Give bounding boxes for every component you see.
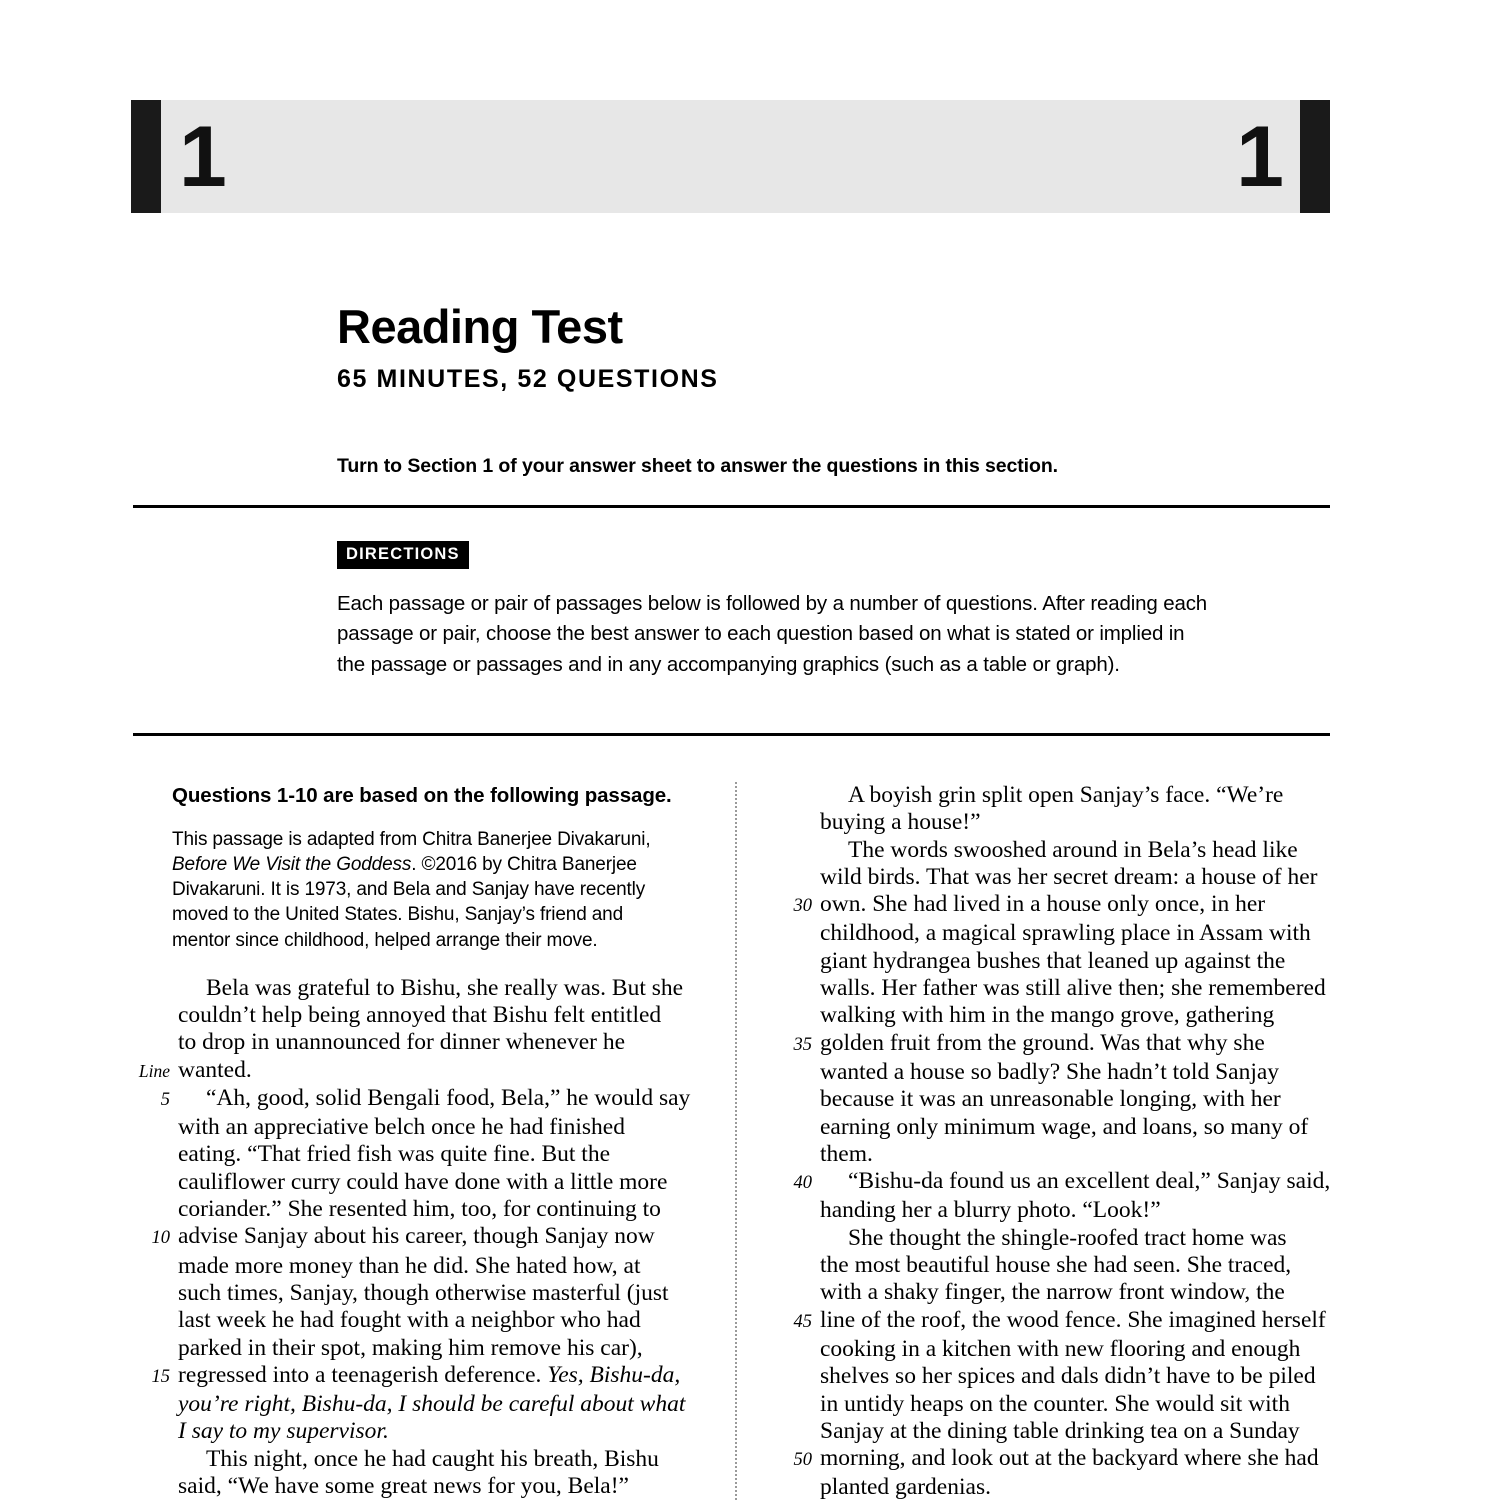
passage-line-text: parked in their spot, making him remove his car), bbox=[178, 1334, 643, 1361]
passage-source-blurb bbox=[172, 827, 682, 952]
line-number: 30 bbox=[793, 896, 812, 917]
passage-line bbox=[772, 1418, 1342, 1445]
passage-line-text: She thought the shingle-roofed tract home was bbox=[848, 1224, 1287, 1251]
passage-line bbox=[772, 1474, 1342, 1501]
passage-line-text: “Bishu-da found us an excellent deal,” Sanjay said, bbox=[848, 1168, 1331, 1195]
passage-column-left bbox=[133, 782, 703, 1500]
passage-line-text: with an appreciative belch once he had finished bbox=[178, 1114, 625, 1141]
passage-line bbox=[133, 1169, 703, 1196]
passage-line-text: This night, once he had caught his breath, Bishu bbox=[206, 1445, 659, 1472]
passage-line bbox=[133, 1418, 703, 1445]
passage-line-text: couldn’t help being annoyed that Bishu felt entitled bbox=[178, 1001, 662, 1028]
passage-line bbox=[133, 1362, 703, 1391]
passage-line-text: earning only minimum wage, and loans, so many of bbox=[820, 1113, 1309, 1140]
header-bar-left bbox=[131, 100, 161, 213]
passage-line-text: cauliflower curry could have done with a little more bbox=[178, 1168, 668, 1195]
passage-line-text: A boyish grin split open Sanjay’s face. “We’re bbox=[848, 782, 1284, 808]
passage-italic-text: I say to my supervisor. bbox=[178, 1418, 389, 1445]
passage-line bbox=[772, 837, 1342, 864]
passage-line bbox=[772, 864, 1342, 891]
passage-line bbox=[772, 1336, 1342, 1363]
passage-line-text: wild birds. That was her secret dream: a house of her bbox=[820, 863, 1318, 890]
passage-line-text: last week he had fought with a neighbor who had bbox=[178, 1307, 641, 1334]
passage-line-text bbox=[178, 1418, 703, 1445]
passage-line bbox=[772, 975, 1342, 1002]
line-number: 15 bbox=[151, 1366, 170, 1387]
passage-line-text: to drop in unannounced for dinner whenever he bbox=[178, 1029, 626, 1056]
passage-line bbox=[772, 1391, 1342, 1418]
passage-line-text: made more money than he did. She hated how, at bbox=[178, 1252, 641, 1279]
passage-line-text: Sanjay at the dining table drinking tea on a Sunday bbox=[820, 1417, 1300, 1444]
passage-line-text: wanted a house so badly? She hadn’t told Sanjay bbox=[820, 1058, 1280, 1085]
passage-line-text: golden fruit from the ground. Was that why she bbox=[820, 1029, 1265, 1056]
passage-line bbox=[772, 891, 1342, 920]
passage-line-text: own. She had lived in a house only once, in her bbox=[820, 891, 1266, 918]
passage-line bbox=[133, 1335, 703, 1362]
blurb-part-2: . ©2016 by Chitra Banerjee Divakaruni. It is 1973, and Bela and Sanjay have recently moved to the United States. Bishu, Sanjay’s friend and mentor since childhood, helped arrange their move. bbox=[172, 854, 646, 951]
passage-line bbox=[772, 1363, 1342, 1390]
divider-rule-top bbox=[133, 505, 1330, 508]
passage-line-text: advise Sanjay about his career, though Sanjay now bbox=[178, 1223, 655, 1250]
passage-line bbox=[133, 1446, 703, 1473]
passage-line bbox=[133, 1141, 703, 1168]
passage-line-text: morning, and look out at the backyard where she had bbox=[820, 1445, 1319, 1472]
passage-line-text: giant hydrangea bushes that leaned up against the bbox=[820, 947, 1286, 974]
passage-line-text: them. bbox=[820, 1140, 873, 1167]
section-header bbox=[131, 100, 1330, 213]
passage-line-text: wanted. bbox=[178, 1056, 252, 1083]
passage-italic-text: you’re right, Bishu-da, I should be careful about what bbox=[178, 1391, 686, 1418]
passage-line bbox=[772, 809, 1342, 836]
passage-line bbox=[133, 1002, 703, 1029]
line-number: 10 bbox=[151, 1228, 170, 1249]
line-number: 50 bbox=[793, 1450, 812, 1471]
passage-line bbox=[133, 1307, 703, 1334]
passage-line bbox=[772, 1307, 1342, 1336]
passage-line bbox=[772, 1086, 1342, 1113]
page-title: Reading Test bbox=[337, 300, 623, 353]
passage-line-text: line of the roof, the wood fence. She imagined herself bbox=[820, 1306, 1326, 1333]
line-label: Line bbox=[138, 1060, 170, 1081]
header-bar-right bbox=[1300, 100, 1330, 213]
header-band bbox=[161, 100, 1300, 213]
passage-line bbox=[133, 1223, 703, 1252]
passage-line-text: in untidy heaps on the counter. She would sit with bbox=[820, 1390, 1290, 1417]
passage-line-text: The words swooshed around in Bela’s head like bbox=[848, 836, 1298, 863]
passage-line-text: Bela was grateful to Bishu, she really was. But she bbox=[206, 974, 684, 1001]
divider-rule-bottom bbox=[133, 733, 1330, 736]
passage-line bbox=[772, 948, 1342, 975]
passage-line bbox=[133, 975, 703, 1002]
passage-line bbox=[133, 1114, 703, 1141]
passage-line-text: walls. Her father was still alive then; she remembered bbox=[820, 975, 1326, 1002]
passage-line bbox=[772, 1197, 1342, 1224]
passage-line bbox=[133, 1280, 703, 1307]
column-divider bbox=[735, 782, 737, 1500]
section-number-left: 1 bbox=[179, 108, 225, 205]
passage-line bbox=[772, 1030, 1342, 1059]
test-duration-subtitle: 65 MINUTES, 52 QUESTIONS bbox=[337, 365, 719, 394]
passage-line-text: such times, Sanjay, though otherwise masterful (just bbox=[178, 1279, 669, 1306]
passage-column-right bbox=[772, 782, 1342, 1502]
passage-line-text: because it was an unreasonable longing, with her bbox=[820, 1086, 1281, 1113]
passage-line bbox=[772, 1114, 1342, 1141]
passage-line bbox=[133, 1029, 703, 1056]
passage-line bbox=[772, 920, 1342, 947]
passage-line bbox=[772, 1279, 1342, 1306]
passage-line bbox=[772, 782, 1342, 809]
passage-line-text: regressed into a teenagerish deference. Yes, Bishu-da, bbox=[178, 1361, 681, 1388]
passage-lines-left bbox=[133, 975, 703, 1501]
section-number-right: 1 bbox=[1236, 108, 1282, 205]
line-number: 45 bbox=[793, 1311, 812, 1332]
passage-line-text: “Ah, good, solid Bengali food, Bela,” he would say bbox=[206, 1084, 691, 1111]
passage-line-text: buying a house!” bbox=[820, 809, 981, 836]
passage-line bbox=[772, 1059, 1342, 1086]
passage-line-text: childhood, a magical sprawling place in Assam with bbox=[820, 920, 1311, 947]
passage-line bbox=[133, 1196, 703, 1223]
line-number: 35 bbox=[793, 1034, 812, 1055]
passage-line bbox=[133, 1391, 703, 1418]
passage-line-text: coriander.” She resented him, too, for continuing to bbox=[178, 1196, 661, 1223]
passage-line bbox=[772, 1225, 1342, 1252]
directions-badge: DIRECTIONS bbox=[337, 541, 469, 569]
blurb-part-1: This passage is adapted from Chitra Banerjee Divakaruni, bbox=[172, 829, 651, 851]
passage-line bbox=[772, 1445, 1342, 1474]
passage-line bbox=[133, 1085, 703, 1114]
blurb-book-title: Before We Visit the Goddess bbox=[172, 854, 412, 876]
answer-sheet-instruction: Turn to Section 1 of your answer sheet to answer the questions in this section. bbox=[337, 455, 1058, 477]
passage-italic-text: Yes, Bishu-da, bbox=[547, 1361, 681, 1388]
passage-line-text: said, “We have some great news for you, Bela!” bbox=[178, 1472, 629, 1499]
line-number: 40 bbox=[793, 1173, 812, 1194]
passage-line bbox=[772, 1168, 1342, 1197]
passage-line bbox=[133, 1057, 703, 1085]
passage-lines-right bbox=[772, 782, 1342, 1502]
passage-line-text: cooking in a kitchen with new flooring and enough bbox=[820, 1335, 1301, 1362]
passage-line bbox=[133, 1473, 703, 1500]
directions-text: Each passage or pair of passages below is followed by a number of questions. After reading each passage or pair, choose the best answer to each question based on what is stated or implied in the passage or passages and in any accompanying graphics (such as a table or graph). bbox=[337, 592, 1208, 676]
passage-line-text bbox=[178, 1391, 703, 1418]
passage-line-text: shelves so her spices and dals didn’t have to be piled bbox=[820, 1363, 1316, 1390]
line-number: 5 bbox=[160, 1089, 170, 1110]
passage-line-text: planted gardenias. bbox=[820, 1474, 991, 1501]
passage-line bbox=[772, 1002, 1342, 1029]
passage-line-text: eating. “That fried fish was quite fine. But the bbox=[178, 1141, 611, 1168]
passage-line bbox=[772, 1252, 1342, 1279]
passage-line bbox=[133, 1253, 703, 1280]
passage-line-text: with a shaky finger, the narrow front window, the bbox=[820, 1279, 1285, 1306]
passage-line-text: handing her a blurry photo. “Look!” bbox=[820, 1197, 1161, 1224]
passage-line-text: the most beautiful house she had seen. She traced, bbox=[820, 1252, 1292, 1279]
passage-line-text: walking with him in the mango grove, gathering bbox=[820, 1002, 1275, 1029]
questions-heading: Questions 1-10 are based on the following passage. bbox=[172, 784, 672, 807]
title-block bbox=[337, 302, 1337, 394]
passage-line bbox=[772, 1141, 1342, 1168]
